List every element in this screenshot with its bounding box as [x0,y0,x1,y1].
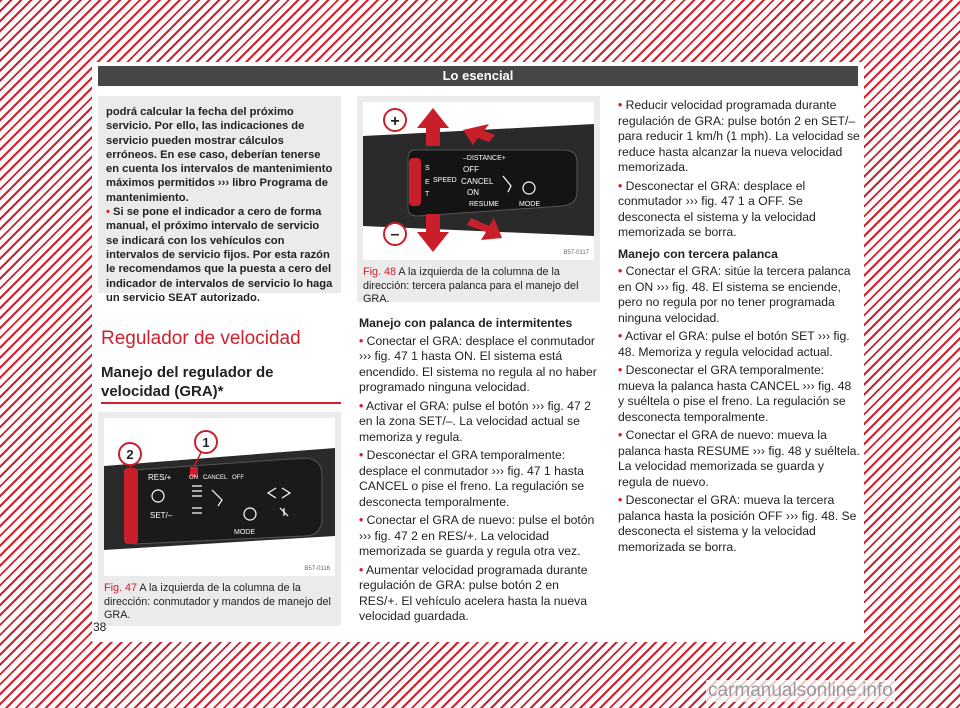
col2-heading: Manejo con palanca de intermitentes [359,316,573,330]
column-3 [618,98,860,558]
figure-48-image [363,102,594,260]
note-box-text [98,96,341,304]
bullet-dot: • [106,206,110,219]
col2-bullet-5: • Aumentar velocidad programada durante regulación de GRA: pulse botón 2 en RES/+. El vehículo acelera hasta la nueva velocidad guardada. [359,562,588,623]
col3-bullet-b5: • Desconectar el GRA: mueva la tercera palanca hasta la posición OFF ››› fig. 48. Se desconecta el sistema y la velocidad memorizada se borra. [618,493,857,554]
col2-bullet-2: • Activar el GRA: pulse el botón ››› fig. 47 2 en la zona SET/–. La velocidad actual se memoriza y regula. [359,398,591,444]
col3-bullet-b4: • Conectar el GRA de nuevo: mueva la palanca hasta RESUME ››› fig. 48 y suéltela. La velocidad memorizada se guarda y regula de nuevo. [618,428,860,489]
switch-label-on: ON [189,475,198,481]
figure-47-caption-text: A la izquierda de la columna de la dirección: conmutador y mandos de manejo del GRA. [104,582,331,621]
watermark: carmanualsonline.info [708,680,893,701]
page-header: Lo esencial [98,66,858,86]
col2-bullet-3: • Desconectar el GRA temporalmente: desplace el conmutador ››› fig. 47 1 hasta CANCEL o pise el freno. La regulación se desconecta temporalmente. [359,448,585,509]
figure-48 [357,96,600,305]
figure-47 [98,412,341,626]
col3-bullet-b2: • Activar el GRA: pulse el botón SET ››› fig. 48. Memoriza y regula velocidad actual. [618,329,850,359]
third-lever-illustration [363,102,594,260]
figure-48-caption [363,266,595,307]
column-2 [359,316,600,628]
page-number: 38 [93,620,107,634]
switch-label-mode: MODE [234,529,255,536]
figure-48-label: Fig. 48 [363,266,397,278]
col3-bullet-b3: • Desconectar el GRA temporalmente: mueva la palanca hasta CANCEL ››› fig. 48 y suéltela o pise el freno. La regulación se desconecta temporalmente. [618,363,852,424]
switch-label-res: RES/+ [148,473,172,482]
figure-47-image [104,418,335,576]
note-paragraph-2 [106,205,333,305]
callout-2: 2 [126,447,134,462]
lever-label-off: OFF [463,165,479,174]
lever-label-e: E [425,179,430,186]
section-subtitle: Manejo del regulador de velocidad (GRA)* [101,364,274,400]
lever-label-s: S [425,165,430,172]
col3-bullet-a2: • Desconectar el GRA: desplace el conmutador ››› fig. 47 1 a OFF. Se desconecta el sistema y la velocidad memorizada se borra. [618,178,816,239]
figure-47-caption [104,582,336,623]
col2-bullet-1: • Conectar el GRA: desplace el conmutador ››› fig. 47 1 hasta ON. El sistema está encendido. El sistema no regula al no haber programado ninguna velocidad. [359,333,597,394]
subtitle-underline [101,402,341,404]
lever-label-t: T [425,191,430,198]
note-paragraph-1: podrá calcular la fecha del próximo servicio. Por ello, las indicaciones de servicio pueden mostrar cálculos erróneos. En ese caso, deberían tenerse en cuenta los intervalos de mantenimiento máximos permitidos ››› libro Programa de mantenimiento. [106,106,333,204]
lever-label-distance: –DISTANCE+ [463,155,506,162]
plus-label: + [390,113,400,130]
col3-bullet-a1: • Reducir velocidad programada durante regulación de GRA: pulse botón 2 en SET/– para reducir 1 km/h (1 mph). La velocidad se reduce hasta alcanzar la nueva velocidad memorizada. [618,98,860,174]
callout-1: 1 [202,435,210,450]
figure-48-code: B57-0117 [563,250,589,256]
section-title: Regulador de velocidad [101,328,301,349]
note-paragraph-2-text: Si se pone el indicador a cero de forma manual, el próximo intervalo de servicio se indicará con los vehículos con intervalos de servicio fijos. Por esta razón le recomendamos que la puesta a cero del indicador de intervalos de servicio lo haga un servicio SEAT autorizado. [106,206,333,304]
minus-label: – [390,226,400,243]
lever-label-on: ON [467,188,479,197]
switch-label-off: OFF [232,475,244,481]
lever-label-mode: MODE [519,201,540,208]
col3-heading: Manejo con tercera palanca [618,246,778,261]
figure-47-label: Fig. 47 [104,582,138,594]
col3-bullet-b1: • Conectar el GRA: sitúe la tercera palanca en ON ››› fig. 48. El sistema se enciende, pero no regula por no tener programada ninguna velocidad. [618,264,851,325]
switch-label-set: SET/– [150,511,173,520]
lever-label-resume: RESUME [469,201,499,208]
col2-bullet-4: • Conectar el GRA de nuevo: pulse el botón ››› fig. 47 2 en RES/+. La velocidad memorizada se guarda y regula otra vez. [359,513,595,558]
figure-47-code: B57-0116 [304,566,330,572]
switch-label-cancel: CANCEL [203,475,228,481]
figure-48-caption-text: A la izquierda de la columna de la dirección: tercera palanca para el manejo del GRA. [363,266,579,305]
lever-label-cancel: CANCEL [461,177,494,186]
turn-signal-stalk-illustration [104,418,335,576]
lever-label-speed: SPEED [433,177,457,184]
